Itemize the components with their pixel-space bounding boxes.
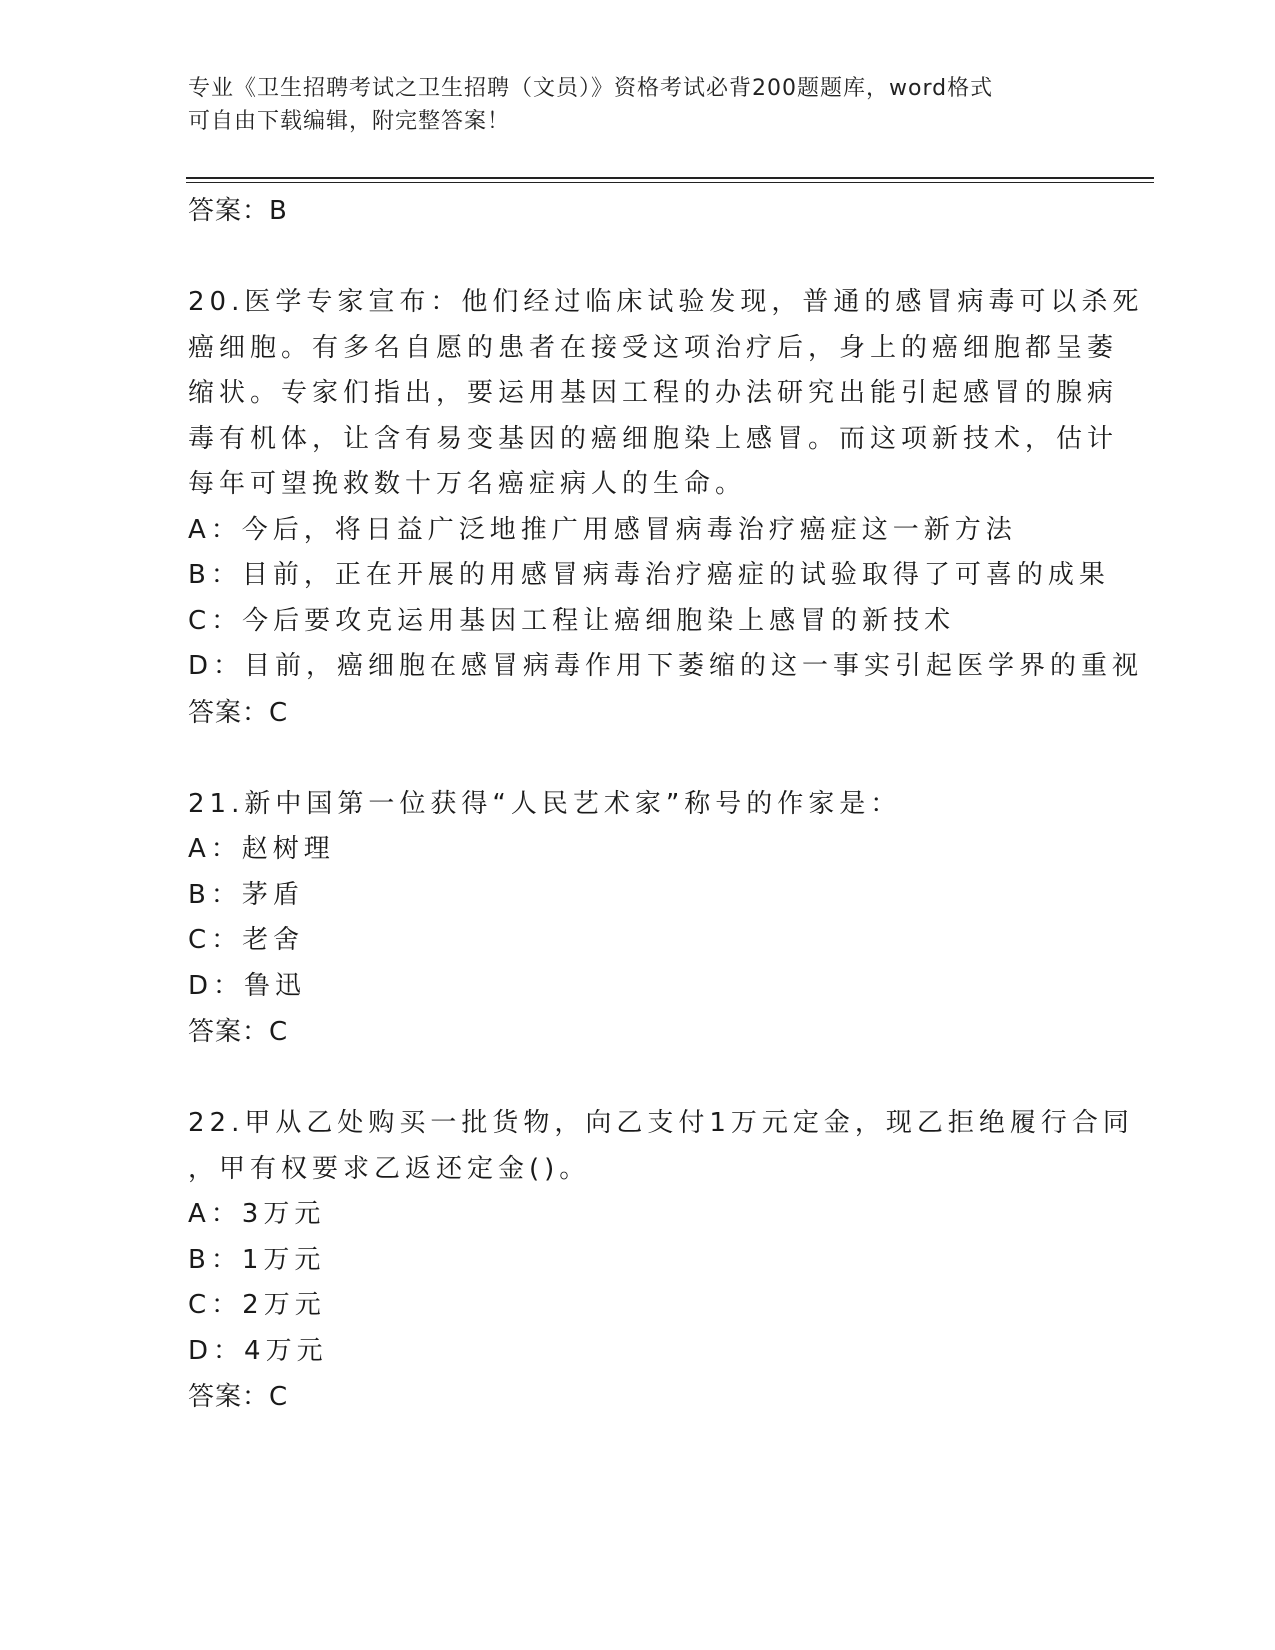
question-text-line: 21.新中国第一位获得“人民艺术家”称号的作家是： <box>188 788 902 819</box>
question-text-line: 癌细胞。有多名自愿的患者在接受这项治疗后，身上的癌细胞都呈萎 <box>188 332 1119 363</box>
header-rule-thick <box>186 177 1154 179</box>
header-line-1: 专业《卫生招聘考试之卫生招聘（文员）》资格考试必背200题题库，word格式 <box>188 76 994 101</box>
question-21 <box>188 782 1088 1056</box>
question-20 <box>188 280 1144 736</box>
option-a: A：3万元 <box>188 1199 326 1229</box>
question-text-line: 每年可望挽救数十万名癌症病人的生命。 <box>188 469 747 499</box>
option-c: C：2万元 <box>188 1290 326 1320</box>
header-line-2: 可自由下载编辑，附完整答案！ <box>188 109 511 134</box>
question-text-line: ，甲有权要求乙返还定金()。 <box>188 1153 591 1184</box>
option-d: D：4万元 <box>188 1335 328 1366</box>
question-text-line: 毒有机体，让含有易变基因的癌细胞染上感冒。而这项新技术，估计 <box>188 423 1119 454</box>
option-d: D：目前，癌细胞在感冒病毒作用下萎缩的这一事实引起医学界的重视 <box>188 651 1144 681</box>
option-c: C：老舍 <box>188 925 305 955</box>
answer: 答案：C <box>188 1017 289 1047</box>
option-a: A：今后，将日益广泛地推广用感冒病毒治疗癌症这一新方法 <box>188 514 1017 545</box>
option-b: B：茅盾 <box>188 879 304 910</box>
question-text-line: 22.甲从乙处购买一批货物，向乙支付1万元定金，现乙拒绝履行合同 <box>188 1108 1134 1138</box>
option-b: B：目前，正在开展的用感冒病毒治疗癌症的试验取得了可喜的成果 <box>188 560 1110 590</box>
header-rule-thin <box>186 182 1154 183</box>
question-22 <box>188 1101 1134 1420</box>
option-d: D：鲁迅 <box>188 970 307 1001</box>
answer: 答案：C <box>188 1382 289 1412</box>
question-text-line: 缩状。专家们指出，要运用基因工程的办法研究出能引起感冒的腺病 <box>188 378 1119 408</box>
answer: 答案：C <box>188 697 289 728</box>
option-c: C：今后要攻克运用基因工程让癌细胞染上感冒的新技术 <box>188 605 956 636</box>
question-text-line: 20.医学专家宣布：他们经过临床试验发现，普通的感冒病毒可以杀死 <box>188 287 1144 317</box>
document-body <box>188 188 1144 1420</box>
previous-answer: 答案：B <box>188 196 288 226</box>
document-header <box>188 72 1068 138</box>
option-b: B：1万元 <box>188 1244 326 1275</box>
option-a: A：赵树理 <box>188 834 335 864</box>
